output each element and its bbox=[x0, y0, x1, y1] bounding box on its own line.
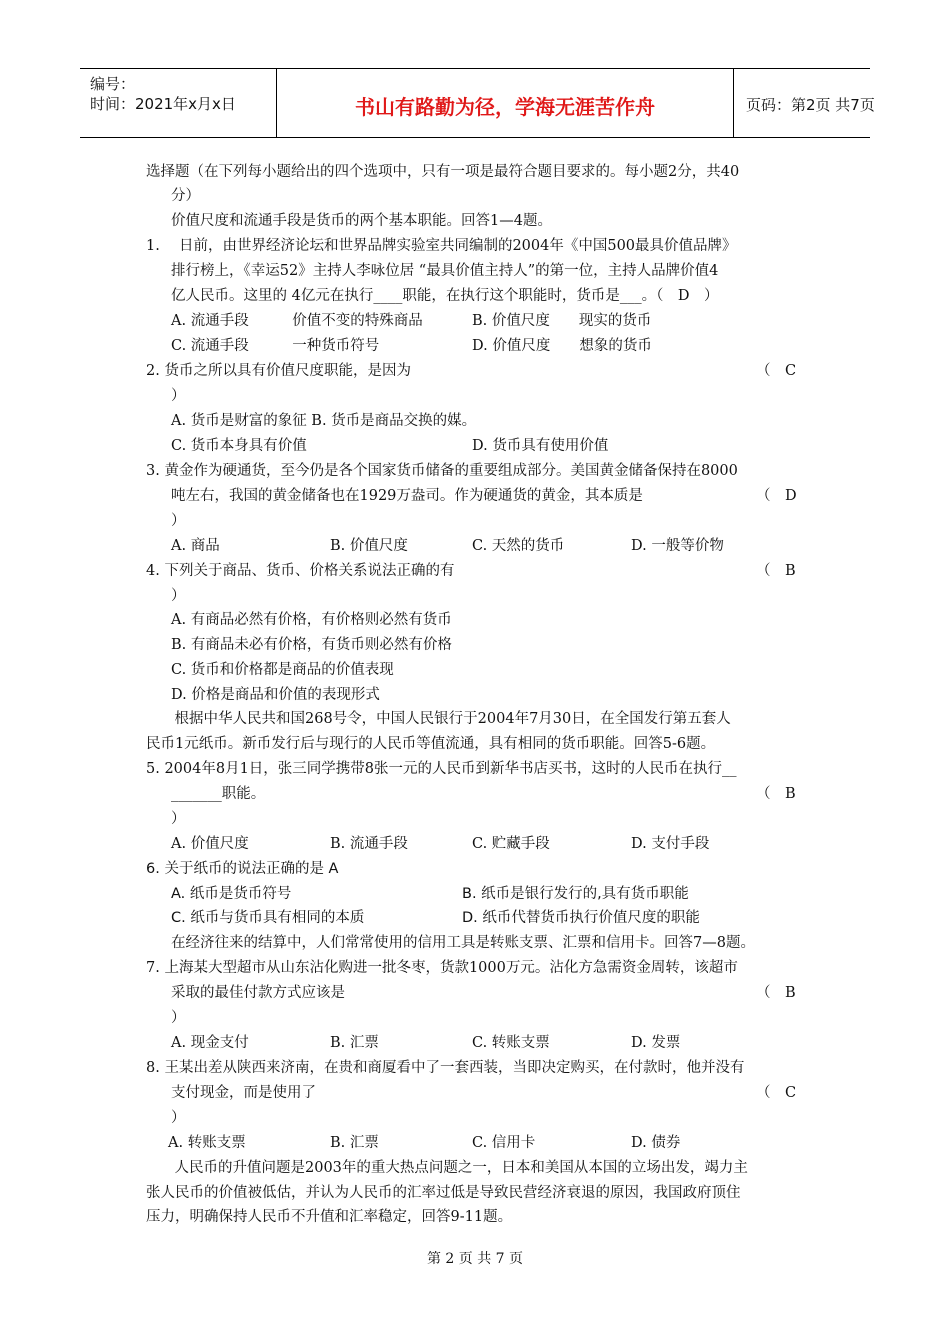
q7-option-c: C. 转账支票 bbox=[472, 1035, 550, 1051]
q6-option-a: A. 纸币是货币符号 bbox=[171, 886, 292, 902]
q3-answer: （ D bbox=[756, 488, 797, 504]
motto: 书山有路勤为径，学海无涯苦作舟 bbox=[355, 95, 655, 119]
page-footer: 第 2 页 共 7 页 bbox=[426, 1251, 524, 1267]
time-label: 时间：2021年x月x日 bbox=[90, 95, 236, 113]
intro-4-line3: 压力，明确保持人民币不升值和汇率稳定，回答9-11题。 bbox=[146, 1209, 513, 1225]
q2-option-c: C. 货币本身具有价值 bbox=[171, 438, 307, 454]
q7-option-d: D. 发票 bbox=[631, 1035, 681, 1051]
section-title: 选择题 bbox=[146, 164, 190, 180]
intro-4-line1: 人民币的升值问题是2003年的重大热点问题之一，日本和美国从本国的立场出发，竭力主 bbox=[160, 1160, 748, 1176]
q7-option-a: A. 现金支付 bbox=[171, 1035, 249, 1051]
q2-option-d: D. 货币具有使用价值 bbox=[472, 438, 609, 454]
q3-close: ） bbox=[171, 513, 186, 529]
q4-option-d: D. 价格是商品和价值的表现形式 bbox=[171, 687, 380, 703]
q7-line1: 7. 上海某大型超市从山东沾化购进一批冬枣，货款1000万元。沾化方急需资金周转，该超市 bbox=[146, 960, 738, 976]
intro-2-line2: 民币1元纸币。新币发行后与现行的人民币等值流通，具有相同的货币职能。回答5-6题。 bbox=[146, 736, 716, 752]
q2-line1: 2. 货币之所以具有价值尺度职能，是因为 bbox=[146, 363, 411, 379]
q5-answer: （ B bbox=[756, 786, 796, 802]
q5-line2: _______职能。 bbox=[171, 786, 266, 802]
q5-line1: 5. 2004年8月1日，张三同学携带8张一元的人民币到新华书店买书，这时的人民币在执行__ bbox=[146, 761, 737, 777]
q7-line2: 采取的最佳付款方式应该是 bbox=[171, 985, 345, 1001]
q4-line1: 4. 下列关于商品、货币、价格关系说法正确的有 bbox=[146, 563, 455, 579]
header-page-cell bbox=[734, 69, 875, 137]
intro-4-line2: 张人民币的价值被低估，并认为人民币的汇率过低是导致民营经济衰退的原因，我国政府顶住 bbox=[146, 1185, 741, 1201]
q2-option-ab: A. 货币是财富的象征 B. 货币是商品交换的媒。 bbox=[171, 413, 477, 429]
q6-option-c: C. 纸币与货币具有相同的本质 bbox=[171, 910, 365, 926]
q4-option-b: B. 有商品未必有价格，有货币则必然有价格 bbox=[171, 637, 452, 653]
q7-answer: （ B bbox=[756, 985, 796, 1001]
q5-option-b: B. 流通手段 bbox=[330, 836, 408, 852]
header-motto-cell bbox=[277, 69, 734, 137]
q6-line1: 6. 关于纸币的说法正确的是 A bbox=[146, 861, 339, 877]
q8-line2: 支付现金，而是使用了 bbox=[171, 1085, 316, 1101]
q5-option-c: C. 贮藏手段 bbox=[472, 836, 550, 852]
q8-line1: 8. 王某出差从陕西来济南，在贵和商厦看中了一套西装，当即决定购买，在付款时，他并没有 bbox=[146, 1060, 745, 1076]
q1-option-a: A. 流通手段 价值不变的特殊商品 bbox=[171, 313, 423, 329]
page-info: 页码：第2页 共7页 bbox=[746, 96, 875, 114]
q4-option-a: A. 有商品必然有价格，有价格则必然有货币 bbox=[171, 612, 452, 628]
q6-option-d: D. 纸币代替货币执行价值尺度的职能 bbox=[462, 910, 700, 926]
q8-answer: （ C bbox=[756, 1085, 797, 1101]
q2-answer: （ C bbox=[756, 363, 797, 379]
q1-line2: 排行榜上，《幸运52》主持人李咏位居 “最具价值主持人”的第一位，主持人品牌价值4 bbox=[171, 263, 719, 279]
q4-answer: （ B bbox=[756, 563, 796, 579]
q8-option-c: C. 信用卡 bbox=[472, 1135, 536, 1151]
section-instructions: （在下列每小题给出的四个选项中，只有一项是最符合题目要求的。每小题2分，共40 bbox=[189, 164, 740, 180]
number-label: 编号： bbox=[90, 75, 136, 93]
q5-close: ） bbox=[171, 811, 186, 827]
q6-option-b: B. 纸币是银行发行的,具有货币职能 bbox=[462, 886, 689, 902]
q8-close: ） bbox=[171, 1110, 186, 1126]
q1-line3: 亿人民币。这里的 4亿元在执行____职能，在执行这个职能时，货币是___。（ D ） bbox=[171, 288, 719, 304]
q3-option-c: C. 天然的货币 bbox=[472, 538, 565, 554]
q2-close: ） bbox=[171, 388, 186, 404]
intro-2-line1: 根据中华人民共和国268号令，中国人民银行于2004年7月30日，在全国发行第五套人 bbox=[160, 711, 731, 727]
section-heading bbox=[146, 162, 739, 182]
q8-option-a: A. 转账支票 bbox=[168, 1135, 246, 1151]
q3-option-b: B. 价值尺度 bbox=[330, 538, 408, 554]
q4-close: ） bbox=[171, 588, 186, 604]
q1-option-b: B. 价值尺度 现实的货币 bbox=[472, 313, 652, 329]
intro-1: 价值尺度和流通手段是货币的两个基本职能。回答1—4题。 bbox=[171, 213, 552, 229]
q5-option-d: D. 支付手段 bbox=[631, 836, 710, 852]
intro-3: 在经济往来的结算中，人们常常使用的信用工具是转账支票、汇票和信用卡。回答7—8题。 bbox=[171, 935, 755, 951]
q7-option-b: B. 汇票 bbox=[330, 1035, 379, 1051]
q5-option-a: A. 价值尺度 bbox=[171, 836, 249, 852]
q3-line2: 吨左右，我国的黄金储备也在1929万盎司。作为硬通货的黄金，其本质是 bbox=[171, 488, 643, 504]
q3-option-a: A. 商品 bbox=[171, 538, 220, 554]
q1-line1: 1. 日前，由世界经济论坛和世界品牌实验室共同编制的2004年《中国500最具价值品牌》 bbox=[146, 238, 737, 254]
q8-option-b: B. 汇票 bbox=[330, 1135, 379, 1151]
section-instructions-cont: 分） bbox=[171, 188, 200, 204]
q8-option-d: D. 债券 bbox=[631, 1135, 681, 1151]
q3-line1: 3. 黄金作为硬通货，至今仍是各个国家货币储备的重要组成部分。美国黄金储备保持在8000 bbox=[146, 463, 738, 479]
q3-option-d: D. 一般等价物 bbox=[631, 538, 724, 554]
q1-option-c: C. 流通手段 一种货币符号 bbox=[171, 338, 380, 354]
q7-close: ） bbox=[171, 1010, 186, 1026]
header-meta-cell bbox=[80, 69, 277, 137]
document-header bbox=[80, 68, 875, 138]
q4-option-c: C. 货币和价格都是商品的价值表现 bbox=[171, 662, 394, 678]
q1-option-d: D. 价值尺度 想象的货币 bbox=[472, 338, 652, 354]
